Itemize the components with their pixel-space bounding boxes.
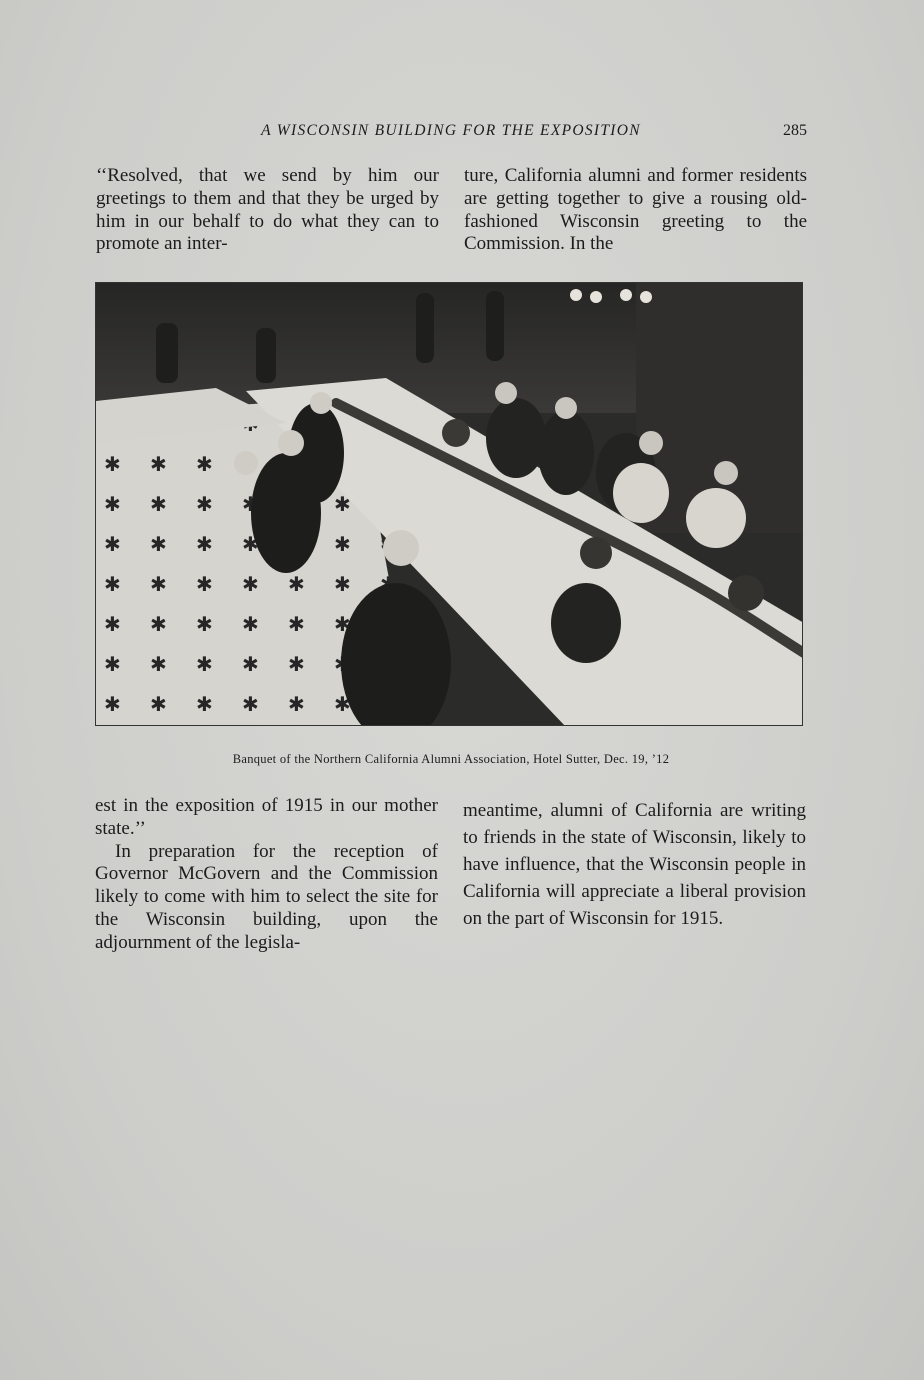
running-head — [95, 122, 807, 144]
column-top-left — [96, 165, 439, 256]
paragraph: meantime, alumni of California are writing to friends in the state of Wisconsin, likely to have influence, that the Wisconsin people in California will appreciate a liberal provision on the part of Wisconsin for 1915. — [463, 800, 806, 929]
paragraph: In preparation for the reception of Governor McGovern and the Commission likely to come with him to select the site for the Wisconsin building, upon the adjournment of the legisla- — [95, 840, 438, 953]
figure-caption: Banquet of the Northern California Alumni Association, Hotel Sutter, Dec. 19, ’12 — [232, 752, 670, 766]
banquet-photograph — [95, 282, 803, 726]
column-top-right — [464, 165, 807, 256]
page-number: 285 — [783, 122, 807, 139]
column-bottom-left — [95, 795, 438, 955]
paragraph: ‘‘Resolved, that we send by him our greetings to them and that they be urged by him in our behalf to do what they can to promote an inter- — [96, 165, 439, 255]
running-title: A WISCONSIN BUILDING FOR THE EXPOSITION — [261, 122, 641, 139]
paragraph: ture, California alumni and former residents are getting together to give a rousing old-fashioned Wisconsin greeting to the Commission. In the — [464, 165, 807, 255]
banquet-photo-illustration — [96, 283, 803, 726]
paragraph: est in the exposition of 1915 in our mother state.’’ — [95, 795, 438, 839]
column-bottom-right — [463, 797, 806, 932]
